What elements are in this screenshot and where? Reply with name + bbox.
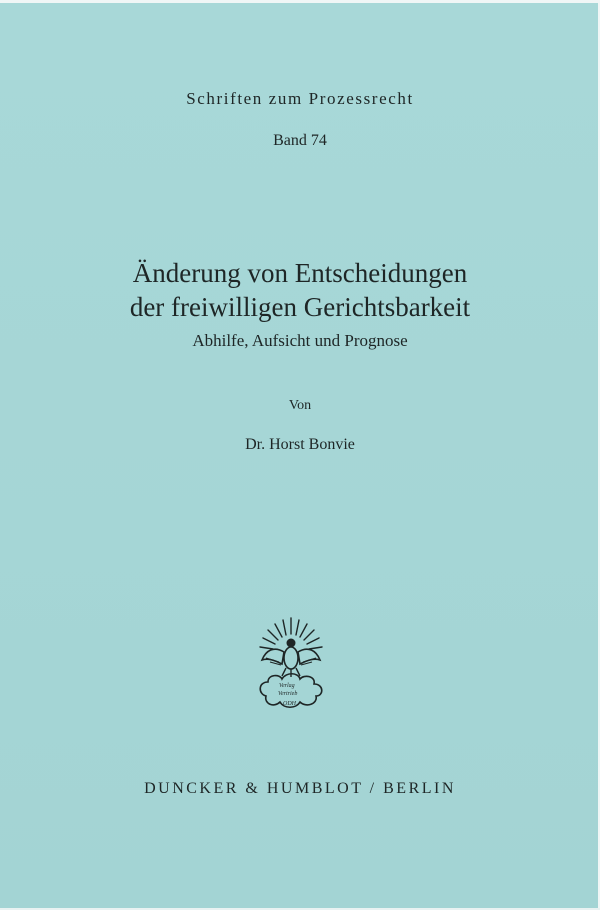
book-title-line-1: Änderung von Entscheidungen <box>132 258 468 288</box>
by-label: Von <box>288 398 312 413</box>
author-name: Dr. Horst Bonvie <box>245 436 355 453</box>
emblem-word-1: Verlag <box>279 683 295 689</box>
book-subtitle: Abhilfe, Aufsicht und Prognose <box>192 331 408 350</box>
emblem-word-3: ODH <box>283 701 296 707</box>
emblem-word-2: Vertrieb <box>278 691 298 697</box>
volume-number: Band 74 <box>273 132 327 149</box>
publisher-imprint: DUNCKER & HUMBLOT / BERLIN <box>144 780 456 797</box>
book-title-line-2: der freiwilligen Gerichtsbarkeit <box>129 292 471 322</box>
series-title: Schriften zum Prozessrecht <box>186 89 414 108</box>
page-edge-top <box>0 0 600 3</box>
eagle-publisher-emblem-icon <box>252 612 330 718</box>
